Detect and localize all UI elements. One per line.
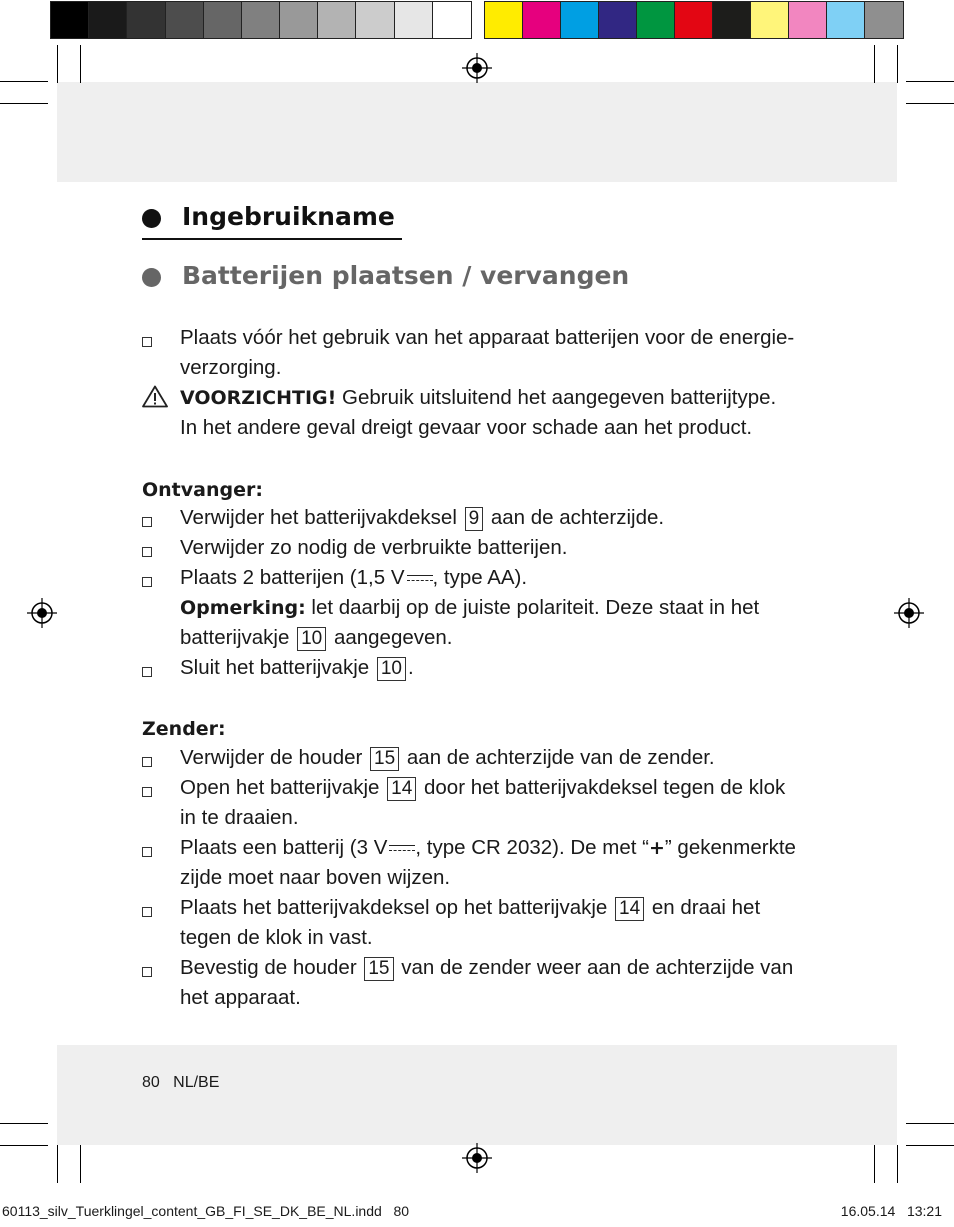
- color-swatch: [127, 2, 165, 38]
- checkbox-bullet-icon: [142, 787, 152, 797]
- registration-mark-icon: [27, 598, 57, 628]
- text-line: Open het batterijvakje 14 door het batterijvakdeksel tegen de klok: [180, 776, 786, 799]
- locale-label: NL/BE: [173, 1074, 220, 1091]
- checkbox-bullet-icon: [142, 577, 152, 587]
- text-line: Bevestig de houder 15 van de zender weer aan de achterzijde van: [180, 956, 794, 979]
- receiver-title: Ontvanger:: [142, 479, 263, 501]
- crop-mark: [0, 103, 48, 104]
- crop-mark: [897, 45, 898, 83]
- crop-mark: [906, 1123, 954, 1124]
- slug-filename: 60113_silv_Tuerklingel_content_GB_FI_SE_DK_BE_NL.indd: [2, 1203, 382, 1219]
- checkbox-bullet-icon: [142, 547, 152, 557]
- color-swatch: [242, 2, 280, 38]
- color-swatch: [561, 2, 599, 38]
- reference-number: 15: [364, 957, 393, 981]
- registration-mark-icon: [462, 1143, 492, 1173]
- text-line: Sluit het batterijvakje 10 .: [180, 656, 414, 679]
- note-label: Opmerking:: [180, 597, 306, 619]
- header-panel: [57, 82, 897, 182]
- color-swatch: [751, 2, 789, 38]
- checkbox-bullet-icon: [142, 757, 152, 767]
- cmyk-color-bar: [484, 1, 904, 39]
- color-swatch: [280, 2, 318, 38]
- page-number: 80: [142, 1074, 160, 1091]
- color-swatch: [599, 2, 637, 38]
- text-line: zijde moet naar boven wijzen.: [180, 866, 451, 889]
- reference-number: 15: [370, 747, 399, 771]
- color-swatch: [395, 2, 433, 38]
- main-heading-text: Ingebruikname: [182, 202, 395, 231]
- text-line: verzorging.: [180, 356, 282, 379]
- crop-mark: [80, 45, 81, 83]
- text-line: Plaats het batterijvakdeksel op het batterijvakje 14 en draai het: [180, 896, 761, 919]
- text-line: Verwijder het batterijvakdeksel 9 aan de achterzijde.: [180, 506, 665, 529]
- color-swatch: [637, 2, 675, 38]
- color-swatch: [675, 2, 713, 38]
- checkbox-bullet-icon: [142, 967, 152, 977]
- print-slug-date: [841, 1203, 942, 1219]
- caution-line: VOORZICHTIG! Gebruik uitsluitend het aangegeven batterijtype.: [180, 386, 777, 409]
- crop-mark: [906, 81, 954, 82]
- color-swatch: [318, 2, 356, 38]
- crop-mark: [80, 1145, 81, 1183]
- text-line: In het andere geval dreigt gevaar voor schade aan het product.: [180, 416, 753, 439]
- checkbox-bullet-icon: [142, 337, 152, 347]
- color-swatch: [51, 2, 89, 38]
- transmitter-title: Zender:: [142, 718, 226, 740]
- color-swatch: [485, 2, 523, 38]
- crop-mark: [57, 45, 58, 83]
- crop-mark: [0, 1123, 48, 1124]
- text-line: Verwijder zo nodig de verbruikte batterijen.: [180, 536, 568, 559]
- color-swatch: [713, 2, 751, 38]
- reference-number: 10: [297, 627, 326, 651]
- crop-mark: [0, 81, 48, 82]
- text-line: Verwijder de houder 15 aan de achterzijde van de zender.: [180, 746, 715, 769]
- checkbox-bullet-icon: [142, 847, 152, 857]
- text-line: Plaats vóór het gebruik van het apparaat batterijen voor de energie-: [180, 326, 795, 349]
- text-line: Opmerking: let daarbij op de juiste polariteit. Deze staat in het: [180, 596, 760, 619]
- main-heading: [142, 202, 402, 240]
- color-swatch: [204, 2, 242, 38]
- registration-mark-icon: [894, 598, 924, 628]
- footer-panel: [57, 1045, 897, 1145]
- dc-symbol-icon: [389, 844, 415, 854]
- text-line: het apparaat.: [180, 986, 301, 1009]
- text-line: Plaats een batterij (3 V , type CR 2032). De met “+” gekenmerkte: [180, 836, 796, 859]
- grayscale-color-bar: [50, 1, 472, 39]
- heading-bullet-icon: [142, 209, 161, 228]
- page-footer: [142, 1074, 219, 1092]
- section-heading: [142, 261, 662, 295]
- slug-time: 13:21: [906, 1203, 942, 1219]
- crop-mark: [897, 1145, 898, 1183]
- print-slug: [2, 1203, 409, 1219]
- text-line: batterijvakje 10 aangegeven.: [180, 626, 453, 649]
- registration-mark-icon: [462, 53, 492, 83]
- text-line: Plaats 2 batterijen (1,5 V , type AA).: [180, 566, 528, 589]
- reference-number: 14: [615, 897, 644, 921]
- text-line: in te draaien.: [180, 806, 299, 829]
- color-swatch: [166, 2, 204, 38]
- crop-mark: [57, 1145, 58, 1183]
- crop-mark: [906, 1145, 954, 1146]
- reference-number: 10: [377, 657, 406, 681]
- reference-number: 14: [387, 777, 416, 801]
- crop-mark: [874, 1145, 875, 1183]
- color-swatch: [89, 2, 127, 38]
- color-swatch: [523, 2, 561, 38]
- crop-mark: [0, 1145, 48, 1146]
- slug-page: 80: [393, 1203, 410, 1219]
- text-line: tegen de klok in vast.: [180, 926, 373, 949]
- checkbox-bullet-icon: [142, 907, 152, 917]
- color-swatch: [433, 2, 471, 38]
- checkbox-bullet-icon: [142, 517, 152, 527]
- caution-label: VOORZICHTIG!: [180, 387, 337, 409]
- section-heading-text: Batterijen plaatsen / vervangen: [182, 261, 630, 290]
- checkbox-bullet-icon: [142, 667, 152, 677]
- crop-mark: [874, 45, 875, 83]
- reference-number: 9: [465, 507, 484, 531]
- dc-symbol-icon: [407, 574, 433, 584]
- heading-bullet-icon: [142, 268, 161, 287]
- warning-triangle-icon: [142, 385, 168, 408]
- color-swatch: [827, 2, 865, 38]
- color-swatch: [789, 2, 827, 38]
- slug-date: 16.05.14: [840, 1203, 896, 1219]
- crop-mark: [906, 103, 954, 104]
- color-swatch: [865, 2, 903, 38]
- color-swatch: [356, 2, 394, 38]
